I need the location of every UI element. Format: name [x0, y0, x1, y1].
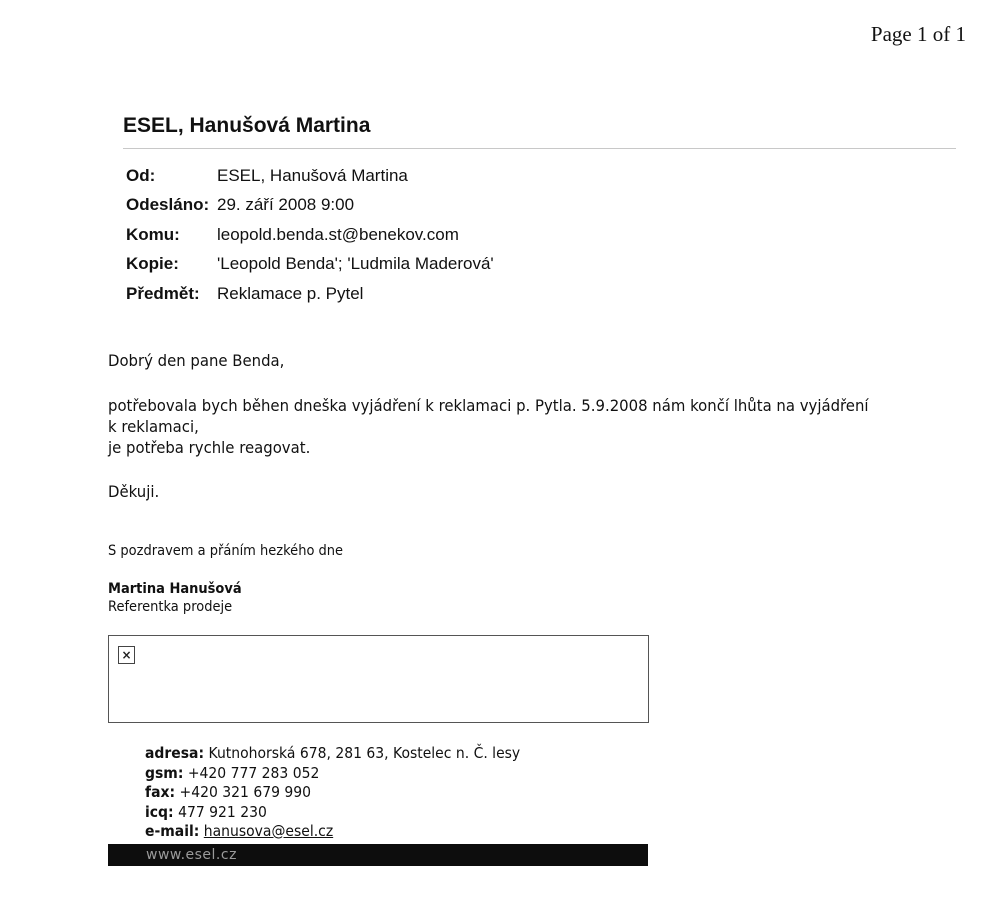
- title-divider: [123, 148, 956, 149]
- contact-fax: [145, 783, 520, 803]
- email-title: ESEL, Hanušová Martina: [123, 114, 371, 137]
- website-banner: [108, 844, 648, 866]
- website-link[interactable]: www.esel.cz: [146, 847, 237, 863]
- contact-block: [145, 744, 520, 842]
- contact-value: +420 777 283 052: [187, 763, 320, 782]
- signature-image-placeholder: [108, 635, 649, 723]
- header-row-cc: [126, 250, 498, 280]
- contact-gsm: [145, 764, 520, 784]
- greeting: Dobrý den pane Benda,: [108, 351, 285, 370]
- contact-address: [145, 744, 520, 764]
- signature-role: Referentka prodeje: [108, 599, 233, 615]
- header-value: leopold.benda.st@benekov.com: [217, 224, 459, 244]
- header-value: 29. září 2008 9:00: [217, 195, 355, 215]
- contact-label: icq:: [145, 802, 174, 821]
- message-body: [108, 395, 871, 458]
- header-value: 'Leopold Benda'; 'Ludmila Maderová': [217, 254, 494, 274]
- header-label: Kopie:: [126, 254, 179, 274]
- contact-label: fax:: [145, 783, 176, 801]
- email-link[interactable]: hanusova@esel.cz: [203, 822, 334, 840]
- email-header-table: [126, 161, 498, 309]
- contact-label: gsm:: [145, 763, 184, 782]
- contact-value: 477 921 230: [178, 802, 267, 821]
- contact-value: Kutnohorská 678, 281 63, Kostelec n. Č. lesy: [208, 744, 521, 762]
- signature-name: Martina Hanušová: [108, 581, 242, 597]
- header-label: Předmět:: [126, 283, 200, 303]
- message-line: k reklamaci,: [108, 417, 199, 436]
- contact-email: [145, 822, 520, 842]
- message-line: je potřeba rychle reagovat.: [108, 438, 311, 457]
- header-label: Odesláno:: [126, 195, 210, 215]
- contact-label: e-mail:: [145, 822, 200, 840]
- closing: S pozdravem a přáním hezkého dne: [108, 543, 344, 559]
- page-number: Page 1 of 1: [870, 22, 966, 46]
- header-row-from: [126, 161, 498, 191]
- header-row-to: [126, 220, 498, 250]
- header-label: Od:: [126, 165, 156, 185]
- header-row-subject: [126, 279, 498, 309]
- contact-value: +420 321 679 990: [179, 783, 312, 801]
- header-label: Komu:: [126, 224, 180, 244]
- message-line: potřebovala bych běhen dneška vyjádření k reklamaci p. Pytla. 5.9.2008 nám končí lhůta na vyjádření: [108, 396, 869, 415]
- contact-label: adresa:: [145, 744, 205, 762]
- header-value: ESEL, Hanušová Martina: [217, 165, 408, 185]
- thanks: Děkuji.: [108, 482, 160, 501]
- header-row-sent: [126, 191, 498, 221]
- contact-icq: [145, 803, 520, 823]
- header-value: Reklamace p. Pytel: [217, 283, 364, 303]
- broken-image-icon: ×: [118, 646, 135, 664]
